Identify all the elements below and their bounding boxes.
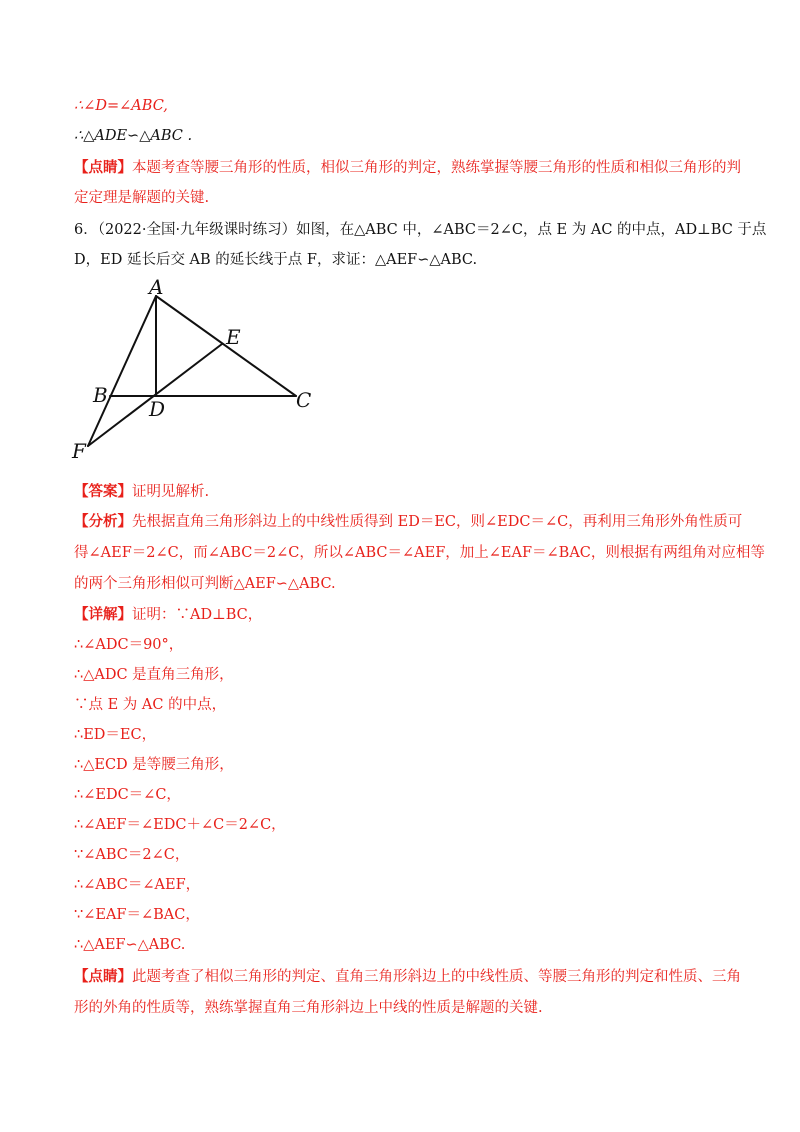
prev-step-2: ∴△ADE∽△ABC . (74, 128, 193, 144)
prev-comment-text: 本题考查等腰三角形的性质，相似三角形的判定，熟练掌握等腰三角形的性质和相似三角形的判 (132, 160, 741, 176)
detail-step: ∴△ECD 是等腰三角形， (74, 757, 234, 773)
review-tag: 【点睛】 (74, 968, 132, 985)
detail-step: ∴ED＝EC， (74, 727, 157, 743)
detail-step: ∴∠AEF＝∠EDC＋∠C＝2∠C， (74, 817, 286, 833)
label-d: D (149, 397, 166, 421)
answer-tag: 【答案】 (74, 483, 132, 500)
prev-comment-tag: 【点睛】 (74, 159, 132, 176)
detail-tag: 【详解】 (74, 606, 132, 623)
segment-a-f (88, 296, 156, 446)
problem-line-2: D，ED 延长后交 AB 的延长线于点 F，求证：△AEF∽△ABC. (74, 252, 478, 268)
detail-step: ∴△AEF∽△ABC. (74, 937, 186, 953)
detail-first-step: 证明：∵AD⊥BC， (132, 607, 263, 623)
label-b: B (93, 383, 108, 407)
geometry-figure (60, 270, 340, 470)
detail-line-0 (74, 605, 734, 625)
prev-comment-line-2: 定定理是解题的关键. (74, 190, 210, 206)
analysis-tag: 【分析】 (74, 513, 132, 530)
detail-step: ∴△ADC 是直角三角形， (74, 667, 234, 683)
problem-line-1: 6．（2022·全国·九年级课时练习）如图，在△ABC 中，∠ABC＝2∠C，点 E 为 AC 的中点，AD⊥BC 于点 (74, 222, 767, 238)
analysis-line-2: 得∠AEF＝2∠C，而∠ABC＝2∠C，所以∠ABC＝∠AEF，加上∠EAF＝∠BAC，则根据有两组角对应相等 (74, 545, 765, 561)
prev-comment-line-1 (74, 158, 741, 178)
label-a: A (149, 275, 164, 299)
detail-step: ∴∠EDC＝∠C， (74, 787, 181, 803)
detail-step: ∵点 E 为 AC 的中点， (74, 697, 227, 713)
review-line-2: 形的外角的性质等，熟练掌握直角三角形斜边上中线的性质是解题的关键. (74, 1000, 543, 1016)
detail-step: ∵∠EAF＝∠BAC， (74, 907, 200, 923)
prev-step-1: ∴∠D=∠ABC, (74, 98, 168, 114)
answer-line (74, 482, 734, 502)
review-text-1: 此题考查了相似三角形的判定、直角三角形斜边上的中线性质、等腰三角形的判定和性质、三角 (132, 969, 741, 985)
analysis-line-1 (74, 512, 743, 532)
review-line-1 (74, 967, 741, 987)
detail-step: ∴∠ABC＝∠AEF， (74, 877, 201, 893)
detail-step: ∴∠ADC＝90°， (74, 637, 184, 653)
detail-step: ∵∠ABC＝2∠C， (74, 847, 190, 863)
analysis-line-3: 的两个三角形相似可判断△AEF∽△ABC. (74, 576, 336, 592)
label-e: E (226, 325, 241, 349)
label-c: C (296, 388, 312, 412)
label-f: F (72, 439, 86, 463)
analysis-text-1: 先根据直角三角形斜边上的中线性质得到 ED＝EC，则∠EDC＝∠C，再利用三角形外角性质可 (132, 514, 743, 530)
answer-text: 证明见解析. (132, 484, 210, 500)
